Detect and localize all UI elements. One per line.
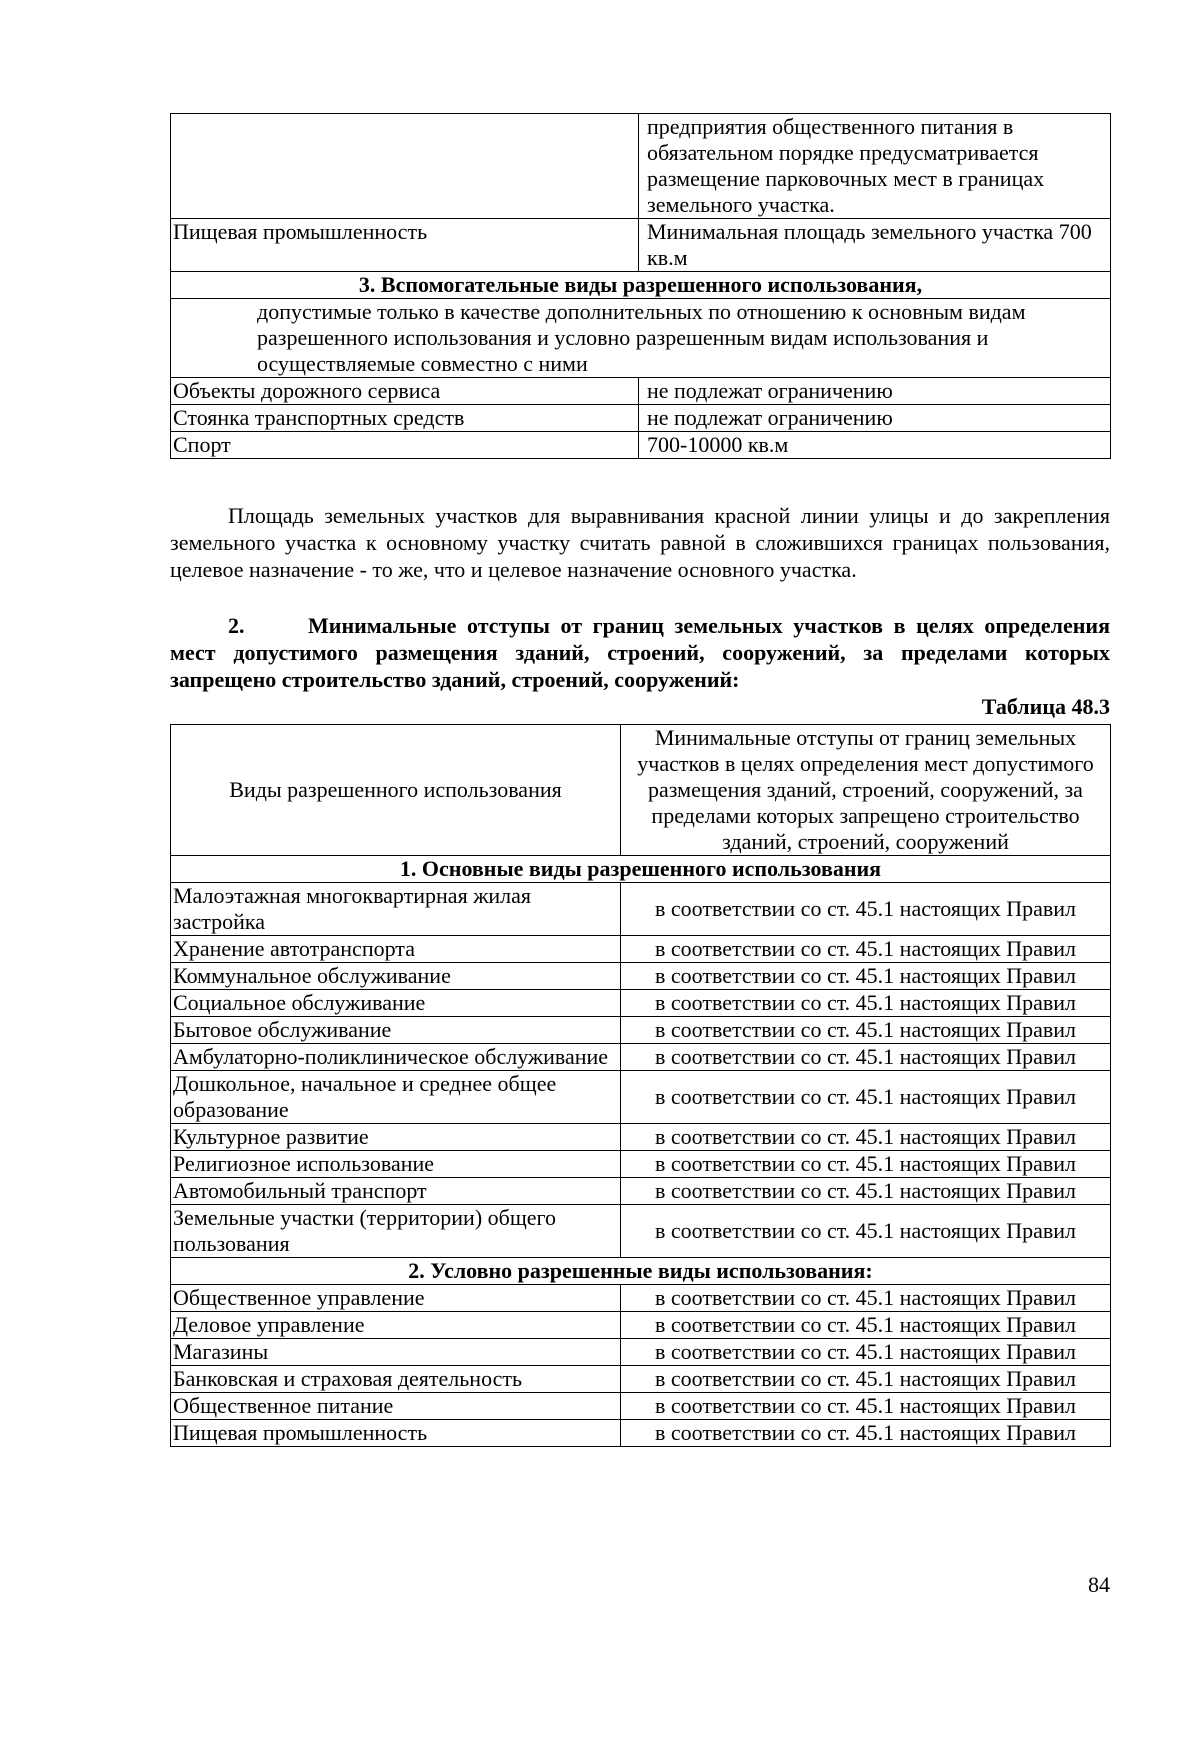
use-type-cell: Стоянка транспортных средств xyxy=(171,405,639,432)
parameter-cell: Минимальная площадь земельного участка 700 кв.м xyxy=(639,219,1111,272)
setback-value-cell: в соответствии со ст. 45.1 настоящих Правил xyxy=(621,1017,1111,1044)
setback-value-cell: в соответствии со ст. 45.1 настоящих Правил xyxy=(621,1124,1111,1151)
setback-value-cell: в соответствии со ст. 45.1 настоящих Правил xyxy=(621,990,1111,1017)
use-type-cell: Культурное развитие xyxy=(171,1124,621,1151)
use-type-cell: Религиозное использование xyxy=(171,1151,621,1178)
table-row xyxy=(171,1017,1111,1044)
table-row xyxy=(171,1151,1111,1178)
table-row xyxy=(171,1393,1111,1420)
header-use-types: Виды разрешенного использования xyxy=(171,725,621,856)
setback-value-cell: в соответствии со ст. 45.1 настоящих Правил xyxy=(621,883,1111,936)
setback-value-cell: в соответствии со ст. 45.1 настоящих Правил xyxy=(621,936,1111,963)
use-type-cell: Общественное управление xyxy=(171,1285,621,1312)
table-row xyxy=(171,378,1111,405)
setback-value-cell: в соответствии со ст. 45.1 настоящих Правил xyxy=(621,1366,1111,1393)
table-row xyxy=(171,432,1111,459)
paragraph-number: 2. xyxy=(228,613,245,638)
table-row xyxy=(171,936,1111,963)
section-row xyxy=(171,272,1111,299)
use-type-cell: Объекты дорожного сервиса xyxy=(171,378,639,405)
table-caption: Таблица 48.3 xyxy=(981,694,1110,719)
setback-value-cell: в соответствии со ст. 45.1 настоящих Правил xyxy=(621,1151,1111,1178)
table-row xyxy=(171,1071,1111,1124)
paragraph-heading-text: Минимальные отступы от границ земельных участков в целях определения мест допустимого размещения зданий, строений, сооружений, за пределами которых запрещено строительство зданий, строений, сооружений: xyxy=(170,613,1110,692)
table-row xyxy=(171,1339,1111,1366)
parameter-cell: не подлежат ограничению xyxy=(639,405,1111,432)
setback-value-cell: в соответствии со ст. 45.1 настоящих Правил xyxy=(621,1044,1111,1071)
table-row xyxy=(171,883,1111,936)
table-row xyxy=(171,1285,1111,1312)
use-type-cell: Общественное питание xyxy=(171,1393,621,1420)
table-row xyxy=(171,1420,1111,1447)
table-row xyxy=(171,1205,1111,1258)
table-row xyxy=(171,1366,1111,1393)
parameter-cell: 700-10000 кв.м xyxy=(639,432,1111,459)
use-type-cell: Магазины xyxy=(171,1339,621,1366)
use-type-cell: Банковская и страховая деятельность xyxy=(171,1366,621,1393)
table-row xyxy=(171,1178,1111,1205)
use-type-cell: Хранение автотранспорта xyxy=(171,936,621,963)
section-row xyxy=(171,299,1111,378)
use-type-cell: Земельные участки (территории) общего пользования xyxy=(171,1205,621,1258)
setback-value-cell: в соответствии со ст. 45.1 настоящих Правил xyxy=(621,963,1111,990)
table-row xyxy=(171,405,1111,432)
parameter-cell: предприятия общественного питания в обязательном порядке предусматривается размещение парковочных мест в границах земельного участка. xyxy=(639,114,1111,219)
use-type-cell: Автомобильный транспорт xyxy=(171,1178,621,1205)
setback-value-cell: в соответствии со ст. 45.1 настоящих Правил xyxy=(621,1339,1111,1366)
table-header-row xyxy=(171,725,1111,856)
use-type-cell: Социальное обслуживание xyxy=(171,990,621,1017)
section-2-title: 2. Условно разрешенные виды использования: xyxy=(171,1258,1111,1285)
table-row xyxy=(171,1124,1111,1151)
use-type-cell: Пищевая промышленность xyxy=(171,219,639,272)
setback-value-cell: в соответствии со ст. 45.1 настоящих Правил xyxy=(621,1312,1111,1339)
section-row xyxy=(171,1258,1111,1285)
section-row xyxy=(171,856,1111,883)
page-number: 84 xyxy=(1088,1572,1110,1597)
table-row xyxy=(171,990,1111,1017)
use-type-cell xyxy=(171,114,639,219)
use-type-cell: Пищевая промышленность xyxy=(171,1420,621,1447)
paragraph-land-area: Площадь земельных участков для выравнивания красной линии улицы и до закрепления земельного участка к основному участку считать равной в сложившихся границах пользования, целевое назначение - то же, что и целевое назначение основного участка. xyxy=(170,503,1110,582)
paragraph-min-setbacks xyxy=(170,612,1110,693)
header-min-setbacks: Минимальные отступы от границ земельных участков в целях определения мест допустимого размещения зданий, строений, сооружений, за пределами которых запрещено строительство зданий, строений, сооружений xyxy=(621,725,1111,856)
use-type-cell: Дошкольное, начальное и среднее общее образование xyxy=(171,1071,621,1124)
table-row xyxy=(171,114,1111,219)
setback-value-cell: в соответствии со ст. 45.1 настоящих Правил xyxy=(621,1393,1111,1420)
use-type-cell: Деловое управление xyxy=(171,1312,621,1339)
setback-value-cell: в соответствии со ст. 45.1 настоящих Правил xyxy=(621,1178,1111,1205)
section-1-title: 1. Основные виды разрешенного использования xyxy=(171,856,1111,883)
use-type-cell: Бытовое обслуживание xyxy=(171,1017,621,1044)
use-type-cell: Амбулаторно-поликлиническое обслуживание xyxy=(171,1044,621,1071)
use-type-cell: Малоэтажная многоквартирная жилая застройка xyxy=(171,883,621,936)
section-3-title: 3. Вспомогательные виды разрешенного использования, xyxy=(171,272,1111,299)
setback-value-cell: в соответствии со ст. 45.1 настоящих Правил xyxy=(621,1420,1111,1447)
section-3-subtitle: допустимые только в качестве дополнительных по отношению к основным видам разрешенного использования и условно разрешенным видам использования и осуществляемые совместно с ними xyxy=(171,299,1111,378)
setback-value-cell: в соответствии со ст. 45.1 настоящих Правил xyxy=(621,1071,1111,1124)
setbacks-table xyxy=(170,724,1111,1447)
land-use-table-continued xyxy=(170,113,1111,459)
table-row xyxy=(171,219,1111,272)
table-row xyxy=(171,963,1111,990)
setback-value-cell: в соответствии со ст. 45.1 настоящих Правил xyxy=(621,1205,1111,1258)
use-type-cell: Коммунальное обслуживание xyxy=(171,963,621,990)
use-type-cell: Спорт xyxy=(171,432,639,459)
setback-value-cell: в соответствии со ст. 45.1 настоящих Правил xyxy=(621,1285,1111,1312)
table-row xyxy=(171,1312,1111,1339)
table-row xyxy=(171,1044,1111,1071)
parameter-cell: не подлежат ограничению xyxy=(639,378,1111,405)
